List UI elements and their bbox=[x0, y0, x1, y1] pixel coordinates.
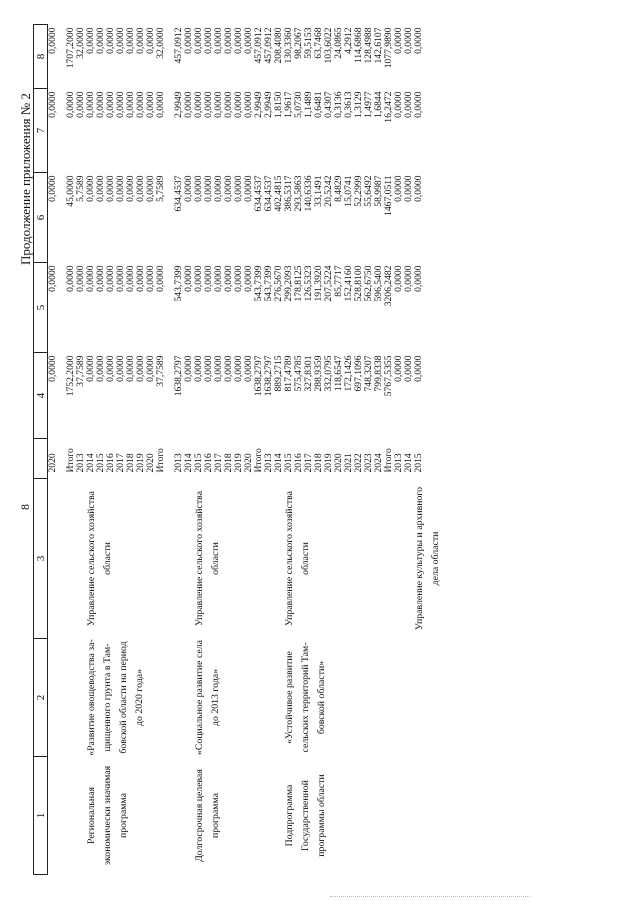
program-name bbox=[394, 639, 444, 757]
col-8-values: 0,0000 bbox=[47, 27, 58, 54]
col-7-values: 2,9949 0,0000 0,0000 0,0000 0,0000 0,0000 0,0000 0,0000 2,9949 bbox=[173, 91, 264, 118]
program-manager: Управление сельского хозяйства области bbox=[194, 491, 221, 626]
years-cell: Итого bbox=[155, 448, 166, 473]
program-type: Региональная экономически значимая программа bbox=[86, 765, 129, 866]
program-name: «Развитие овощеводства за-щищенного грунта в Там-бовской области на период до 2020 года» bbox=[86, 639, 145, 756]
col-7-values: 0,0000 0,0000 0,0000 0,0000 0,0000 0,0000 0,0000 0,0000 0,0000 bbox=[65, 91, 156, 118]
table-row bbox=[66, 25, 156, 875]
program-name bbox=[48, 639, 67, 757]
years-cell: Итого 2013 2014 2015 2016 2017 2018 2019 2020 bbox=[65, 448, 156, 473]
program-name bbox=[156, 639, 174, 757]
appendix-table bbox=[33, 24, 444, 875]
program-manager: Управление культуры и архивного дела области bbox=[414, 486, 441, 631]
col-6-values: 5,7589 bbox=[155, 175, 166, 202]
col-4-header: 4 bbox=[34, 353, 48, 439]
col-7-values: 0,0000 bbox=[47, 91, 58, 118]
col-6-values: 634,4537 402,4815 386,5317 293,5863 140,6336 33,1491 20,5242 8,4829 15,0741 52,2999 55,6492 58,9987 1467,0511 bbox=[263, 175, 394, 216]
col-4-values: 37,7589 bbox=[155, 355, 166, 387]
col-5-values: 0,0000 bbox=[155, 265, 166, 292]
col-8-values: 1707,2000 32,0000 0,0000 0,0000 0,0000 0,0000 0,0000 0,0000 0,0000 bbox=[65, 27, 156, 69]
header-row bbox=[34, 25, 48, 875]
col-5-values: 543,7399 276,5670 299,2093 178,8125 126,5323 191,3920 207,5224 85,7717 152,4160 528,8100 562,6750 596,5400 3206,2482 bbox=[263, 265, 394, 307]
program-name: «Социальное развитие села до 2013 года» bbox=[194, 639, 221, 756]
continuation-header: Продолжение приложения № 2 bbox=[18, 93, 33, 265]
program-manager bbox=[156, 479, 174, 639]
years-cell: 2013 2014 2015 2016 2017 2018 2019 2020 2021 2022 2023 2024 Итого bbox=[263, 448, 394, 473]
program-manager bbox=[48, 479, 67, 639]
table-row bbox=[48, 25, 67, 875]
table-row bbox=[394, 25, 444, 875]
col-7-header: 7 bbox=[34, 89, 48, 173]
col-8-values: 32,0000 bbox=[155, 27, 166, 59]
col-4-values: 1752,2000 37,7589 0,0000 0,0000 0,0000 0,0000 0,0000 0,0000 0,0000 bbox=[65, 355, 156, 397]
col-3-header: 3 bbox=[34, 479, 48, 639]
col-8-values: 457,0912 0,0000 0,0000 0,0000 0,0000 0,0000 0,0000 0,0000 457,0912 bbox=[173, 27, 264, 64]
col-8-header: 8 bbox=[34, 25, 48, 89]
table-row bbox=[264, 25, 394, 875]
col-6-values: 634,4537 0,0000 0,0000 0,0000 0,0000 0,0000 0,0000 0,0000 634,4537 bbox=[173, 175, 264, 212]
table-row bbox=[156, 25, 174, 875]
col-4-values: 1638,2797 0,0000 0,0000 0,0000 0,0000 0,0000 0,0000 0,0000 1638,2797 bbox=[173, 355, 264, 397]
program-name: «Устойчивое развитие сельских территорий Там-бовской области» bbox=[284, 642, 327, 753]
years-cell: 2013 2014 2015 2016 2017 2018 2019 2020 Итого bbox=[173, 448, 264, 473]
col-5-values: 543,7399 0,0000 0,0000 0,0000 0,0000 0,0000 0,0000 0,0000 543,7399 bbox=[173, 265, 264, 302]
col-5-header: 5 bbox=[34, 263, 48, 353]
page-number: 8 bbox=[18, 504, 32, 510]
col-5-values: 0,0000 0,0000 0,0000 0,0000 0,0000 0,0000 0,0000 0,0000 0,0000 bbox=[65, 265, 156, 292]
table-row bbox=[174, 25, 264, 875]
years-cell: 2020 bbox=[47, 453, 58, 473]
col-6-header: 6 bbox=[34, 173, 48, 263]
col-8-values: 457,0912 208,4080 130,3360 98,2067 59,5153 63,7468 103,6022 24,0865 4,2912 114,6868 128,4988 142,6107 1077,9890 bbox=[263, 27, 394, 69]
col-6-values: 45,0000 5,7589 0,0000 0,0000 0,0000 0,0000 0,0000 0,0000 0,0000 bbox=[65, 175, 156, 207]
scan-margin-mark bbox=[330, 895, 530, 897]
col-7-values: 0,0000 bbox=[155, 91, 166, 118]
program-type: Долгосрочная целевая программа bbox=[194, 769, 221, 862]
col-5-values: 0,0000 0,0000 0,0000 bbox=[393, 265, 424, 292]
col-2-header: 2 bbox=[34, 639, 48, 757]
col-4-values: 1638,2797 889,2715 817,4789 575,4785 327,8301 288,9359 332,0795 118,6547 172,1426 697,1096 748,3207 799,8338 5767,5355 bbox=[263, 355, 394, 397]
years-cell: 2013 2014 2015 bbox=[393, 453, 424, 473]
program-type: Подпрограмма Государственной программы области bbox=[284, 774, 327, 857]
col-year-header bbox=[34, 439, 48, 479]
col-6-values: 0,0000 0,0000 0,0000 bbox=[393, 175, 424, 202]
program-manager: Управление сельского хозяйства области bbox=[284, 491, 311, 626]
program-manager: Управление сельского хозяйства области bbox=[86, 491, 113, 626]
program-type bbox=[394, 757, 444, 875]
col-7-values: 0,0000 0,0000 0,0000 bbox=[393, 91, 424, 118]
col-4-values: 0,0000 0,0000 0,0000 bbox=[393, 355, 424, 382]
col-1-header: 1 bbox=[34, 757, 48, 875]
program-type bbox=[156, 757, 174, 875]
program-type bbox=[48, 757, 67, 875]
col-7-values: 2,9949 1,8150 1,9617 5,0730 1,1489 0,6481 0,4307 0,3136 0,3613 1,3129 1,4977 1,6844 16,2472 bbox=[263, 91, 394, 123]
col-6-values: 0,0000 bbox=[47, 175, 58, 202]
col-4-values: 0,0000 bbox=[47, 355, 58, 382]
col-8-values: 0,0000 0,0000 0,0000 bbox=[393, 27, 424, 54]
col-5-values: 0,0000 bbox=[47, 265, 58, 292]
